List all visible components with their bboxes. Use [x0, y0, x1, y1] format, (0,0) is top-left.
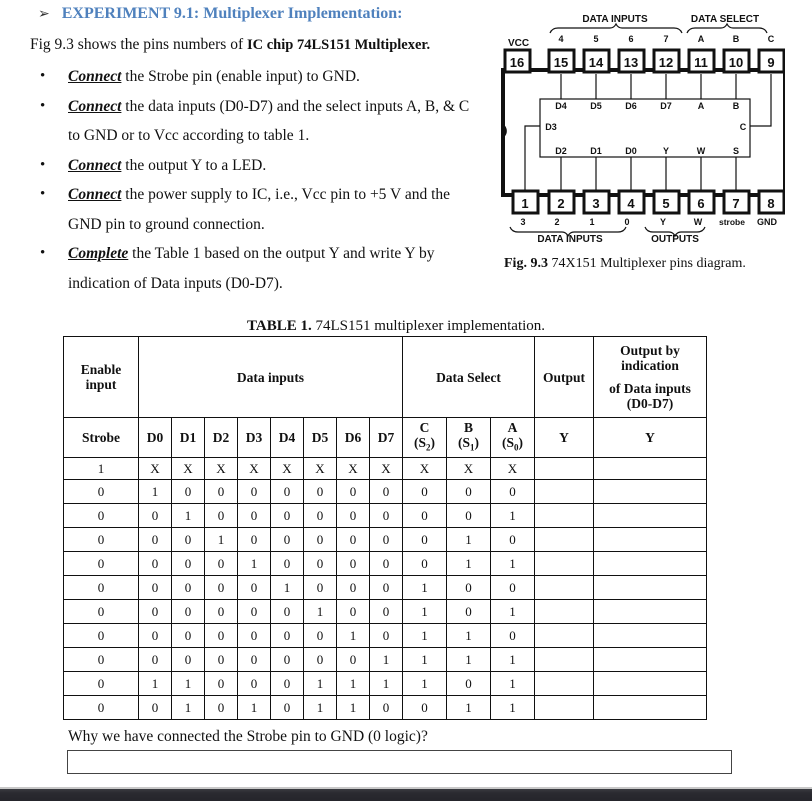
cell-select-c: 1	[403, 624, 447, 648]
ic-inner-label: D2	[555, 146, 567, 156]
header-indication-line1: Output by indication	[620, 343, 680, 373]
ic-bottom-group-data-inputs: DATA INPUTS	[537, 234, 603, 243]
ic-pin-number: 13	[623, 55, 639, 70]
instruction-verb: Connect	[68, 156, 122, 174]
select-name: C	[419, 419, 430, 435]
header-d3: D3	[238, 418, 271, 458]
ic-bottom-pin-label: 0	[624, 217, 630, 227]
cell-strobe: 0	[64, 480, 139, 504]
intro-ic-name: IC chip 74LS151 Multiplexer.	[247, 37, 431, 53]
table-row	[64, 600, 707, 624]
cell-strobe: 0	[64, 600, 139, 624]
cell-d7: 1	[370, 672, 403, 696]
cell-d1: 1	[172, 504, 205, 528]
ic-bottom-pin-label: 2	[554, 217, 560, 227]
ic-top-pin-label: 4	[558, 34, 564, 44]
cell-d6: 0	[337, 576, 370, 600]
cell-d4: X	[271, 458, 304, 480]
cell-output-y[interactable]	[535, 458, 594, 480]
ic-bottom-pin-label: 3	[520, 217, 526, 227]
header-output-indication	[594, 337, 707, 418]
ic-bottom-pin-label: Y	[659, 217, 667, 227]
cell-select-b: 1	[447, 648, 491, 672]
header-d5: D5	[304, 418, 337, 458]
cell-d2: 0	[205, 672, 238, 696]
cell-select-c: 0	[403, 552, 447, 576]
instruction-verb: Connect	[68, 97, 122, 115]
cell-d0: 0	[139, 600, 172, 624]
ic-pin-number: 12	[658, 55, 674, 70]
ic-top-pin-label: A	[697, 34, 705, 44]
intro-paragraph	[30, 36, 430, 54]
ic-bottom-pin-label: GND	[757, 217, 777, 227]
cell-d3: X	[238, 458, 271, 480]
table-caption	[247, 318, 545, 335]
ic-bottom-pin-label: 1	[589, 217, 595, 227]
header-output: Output	[535, 337, 594, 418]
cell-select-a: 0	[491, 480, 535, 504]
cell-indication-y[interactable]	[594, 528, 707, 552]
cell-select-c: 1	[403, 648, 447, 672]
cell-d7: 0	[370, 552, 403, 576]
table-caption-label: TABLE 1.	[247, 318, 312, 334]
cell-d1: 0	[172, 528, 205, 552]
ic-top-pin-label: C	[767, 34, 775, 44]
ic-pin-number: 2	[557, 196, 565, 211]
cell-select-b: 0	[447, 480, 491, 504]
cell-strobe: 0	[64, 576, 139, 600]
cell-d0: X	[139, 458, 172, 480]
cell-d0: 0	[139, 504, 172, 528]
cell-select-a: 0	[491, 624, 535, 648]
table-row	[64, 624, 707, 648]
cell-strobe: 0	[64, 672, 139, 696]
cell-strobe: 0	[64, 528, 139, 552]
ic-top-pin-label: 7	[663, 34, 669, 44]
cell-indication-y[interactable]	[594, 504, 707, 528]
cell-d1: 1	[172, 696, 205, 720]
cell-indication-y[interactable]	[594, 624, 707, 648]
ic-inner-label: D5	[590, 101, 602, 111]
cell-d2: 0	[205, 600, 238, 624]
ic-top-group-data-select: DATA SELECT	[690, 14, 760, 25]
header-indication-y: Y	[594, 418, 707, 458]
cell-output-y[interactable]	[535, 600, 594, 624]
table-row	[64, 480, 707, 504]
instruction-text: the output Y to a LED.	[121, 156, 267, 174]
cell-d4: 0	[271, 600, 304, 624]
header-select-b	[447, 418, 491, 458]
cell-d5: 0	[304, 480, 337, 504]
cell-output-y[interactable]	[535, 552, 594, 576]
header-select-a	[491, 418, 535, 458]
cell-output-y[interactable]	[535, 528, 594, 552]
instruction-item	[40, 151, 470, 181]
cell-d1: 1	[172, 672, 205, 696]
ic-pin-number: 1	[521, 196, 529, 211]
cell-d4: 0	[271, 552, 304, 576]
cell-select-c: 0	[403, 480, 447, 504]
cell-d2: 0	[205, 696, 238, 720]
select-name: B	[463, 419, 473, 435]
header-data-inputs: Data inputs	[139, 337, 403, 418]
cell-d7: 0	[370, 480, 403, 504]
cell-strobe: 0	[64, 552, 139, 576]
table-row	[64, 552, 707, 576]
header-d6: D6	[337, 418, 370, 458]
ic-inner-label: A	[697, 101, 705, 111]
cell-select-c: 1	[403, 600, 447, 624]
cell-d4: 0	[271, 504, 304, 528]
cell-d5: X	[304, 458, 337, 480]
ic-pin-number: 4	[627, 196, 635, 211]
cell-select-b: 1	[447, 528, 491, 552]
ic-pin-number: 6	[697, 196, 705, 211]
cell-d4: 0	[271, 672, 304, 696]
ic-bottom-pin-label: strobe	[719, 217, 745, 227]
cell-select-a: 0	[491, 528, 535, 552]
figure-caption-text: 74X151 Multiplexer pins diagram.	[547, 256, 746, 271]
ic-inner-label: D3	[545, 122, 557, 132]
select-name: A	[507, 419, 518, 435]
cell-d3: 0	[238, 624, 271, 648]
taskbar	[0, 787, 812, 801]
cell-d0: 0	[139, 528, 172, 552]
cell-d2: 0	[205, 648, 238, 672]
cell-select-b: 0	[447, 672, 491, 696]
cell-d1: 0	[172, 576, 205, 600]
cell-d5: 1	[304, 600, 337, 624]
cell-select-c: 0	[403, 696, 447, 720]
cell-output-y[interactable]	[535, 648, 594, 672]
cell-d3: 0	[238, 480, 271, 504]
ic-pin-number: 5	[662, 196, 670, 211]
header-d7: D7	[370, 418, 403, 458]
instruction-verb: Connect	[68, 186, 122, 203]
table-group-header-row	[64, 337, 707, 418]
cell-output-y[interactable]	[535, 504, 594, 528]
instruction-text: the Strobe pin (enable input) to GND.	[121, 68, 360, 85]
cell-d5: 0	[304, 504, 337, 528]
ic-top-group-data-inputs: DATA INPUTS	[582, 14, 648, 25]
cell-d0: 1	[139, 672, 172, 696]
cell-indication-y[interactable]	[594, 458, 707, 480]
cell-d4: 0	[271, 528, 304, 552]
ic-top-pin-label: B	[732, 34, 740, 44]
cell-d4: 0	[271, 624, 304, 648]
cell-select-c: 1	[403, 672, 447, 696]
cell-strobe: 0	[64, 504, 139, 528]
intro-text: Fig 9.3 shows the pins numbers of	[30, 36, 247, 53]
cell-select-b: 0	[447, 600, 491, 624]
cell-d1: 0	[172, 480, 205, 504]
table-body	[64, 458, 707, 720]
experiment-title: EXPERIMENT 9.1: Multiplexer Implementation:	[61, 5, 403, 22]
cell-d1: 0	[172, 552, 205, 576]
ic-bottom-pin-label: W	[693, 217, 703, 227]
cell-d7: 0	[370, 600, 403, 624]
header-d2: D2	[205, 418, 238, 458]
cell-d2: X	[205, 458, 238, 480]
cell-select-c: 1	[403, 576, 447, 600]
table-row	[64, 504, 707, 528]
table-row	[64, 672, 707, 696]
table-row	[64, 528, 707, 552]
instruction-text: the data inputs (D0-D7) and the select inputs A, B, & C to GND or to Vcc according to table 1.	[68, 97, 470, 144]
table-row	[64, 696, 707, 720]
cell-d6: 0	[337, 600, 370, 624]
cell-d7: X	[370, 458, 403, 480]
cell-d6: 0	[337, 504, 370, 528]
cell-d0: 0	[139, 552, 172, 576]
ic-pin-number: 7	[732, 196, 740, 211]
instruction-verb: Complete	[68, 245, 129, 262]
cell-d7: 0	[370, 696, 403, 720]
cell-d0: 0	[139, 576, 172, 600]
ic-inner-label: D4	[555, 101, 567, 111]
ic-vcc-label: VCC	[508, 38, 530, 49]
cell-d2: 1	[205, 528, 238, 552]
select-sub: $(S_2)$	[413, 434, 435, 453]
ic-pin-diagram	[495, 8, 785, 243]
ic-pin-number: 14	[588, 55, 604, 70]
header-output-y: Y	[535, 418, 594, 458]
table-caption-text: 74LS151 multiplexer implementation.	[311, 318, 546, 334]
cell-d1: 0	[172, 600, 205, 624]
cell-d6: 1	[337, 696, 370, 720]
cell-select-c: X	[403, 458, 447, 480]
cell-d3: 0	[238, 528, 271, 552]
cell-d7: 0	[370, 528, 403, 552]
cell-d3: 1	[238, 552, 271, 576]
cell-d6: 0	[337, 480, 370, 504]
cell-d6: 0	[337, 528, 370, 552]
ic-pin-number: 15	[553, 55, 569, 70]
cell-d6: X	[337, 458, 370, 480]
multiplexer-truth-table	[63, 336, 707, 720]
instruction-verb: Connect	[68, 68, 122, 85]
cell-d7: 0	[370, 624, 403, 648]
cell-d5: 0	[304, 576, 337, 600]
cell-indication-y[interactable]	[594, 480, 707, 504]
question-text: Why we have connected the Strobe pin to GND (0 logic)?	[68, 728, 428, 745]
cell-select-b: 0	[447, 504, 491, 528]
select-sub: $(S_0)$	[501, 434, 523, 453]
instruction-item	[40, 180, 470, 239]
cell-output-y[interactable]	[535, 576, 594, 600]
cell-d6: 1	[337, 624, 370, 648]
cell-d7: 0	[370, 504, 403, 528]
cell-d3: 0	[238, 648, 271, 672]
table-column-header-row	[64, 418, 707, 458]
figure-caption	[504, 256, 746, 272]
header-data-select: Data Select	[403, 337, 535, 418]
cell-select-a: 1	[491, 648, 535, 672]
ic-pin-number: 11	[694, 55, 708, 70]
instruction-text: the power supply to IC, i.e., Vcc pin to +5 V and the GND pin to ground connection.	[68, 186, 451, 233]
cell-d4: 0	[271, 696, 304, 720]
table-row	[64, 458, 707, 480]
ic-inner-label: W	[696, 146, 706, 156]
cell-strobe: 0	[64, 696, 139, 720]
table-row	[64, 648, 707, 672]
select-sub: $(S_1)$	[457, 434, 479, 453]
cell-indication-y[interactable]	[594, 600, 707, 624]
header-enable-input: Enable input	[64, 337, 139, 418]
ic-pin-number: 8	[767, 196, 775, 211]
header-d0: D0	[139, 418, 172, 458]
cell-strobe: 0	[64, 624, 139, 648]
cell-d7: 1	[370, 648, 403, 672]
cell-d5: 1	[304, 696, 337, 720]
cell-d2: 0	[205, 480, 238, 504]
cell-d2: 0	[205, 552, 238, 576]
cell-d0: 0	[139, 648, 172, 672]
cell-d3: 0	[238, 600, 271, 624]
ic-pin-number: 9	[767, 55, 775, 70]
header-select-c	[403, 418, 447, 458]
cell-d6: 1	[337, 672, 370, 696]
cell-select-b: 1	[447, 552, 491, 576]
cell-strobe: 0	[64, 648, 139, 672]
experiment-heading	[38, 5, 402, 23]
cell-d5: 1	[304, 672, 337, 696]
header-d4: D4	[271, 418, 304, 458]
cell-select-a: X	[491, 458, 535, 480]
cell-output-y[interactable]	[535, 672, 594, 696]
ic-pin-number: 16	[509, 55, 525, 70]
cell-d1: 0	[172, 624, 205, 648]
ic-top-pin-label: 5	[593, 34, 599, 44]
cell-indication-y[interactable]	[594, 696, 707, 720]
arrow-bullet-icon: ➢	[38, 7, 50, 22]
cell-d6: 0	[337, 552, 370, 576]
cell-select-b: 1	[447, 696, 491, 720]
ic-inner-label: D0	[625, 146, 637, 156]
cell-d0: 0	[139, 696, 172, 720]
cell-d3: 1	[238, 696, 271, 720]
ic-inner-label: B	[732, 101, 740, 111]
instruction-item	[40, 92, 470, 151]
ic-inner-label: D7	[660, 101, 672, 111]
cell-select-b: 0	[447, 576, 491, 600]
cell-d3: 0	[238, 576, 271, 600]
cell-d4: 0	[271, 648, 304, 672]
cell-d5: 0	[304, 528, 337, 552]
instruction-list	[40, 62, 470, 298]
cell-d7: 0	[370, 576, 403, 600]
cell-output-y[interactable]	[535, 624, 594, 648]
ic-pin-number: 10	[728, 55, 744, 70]
cell-output-y[interactable]	[535, 696, 594, 720]
header-d1: D1	[172, 418, 205, 458]
cell-d0: 1	[139, 480, 172, 504]
ic-inner-label: S	[732, 146, 740, 156]
cell-d1: X	[172, 458, 205, 480]
table-row	[64, 576, 707, 600]
cell-d3: 0	[238, 672, 271, 696]
header-indication-line2: of Data inputs (D0-D7)	[609, 381, 691, 411]
cell-d4: 0	[271, 480, 304, 504]
ic-inner-label: Y	[662, 146, 670, 156]
cell-select-c: 0	[403, 504, 447, 528]
cell-indication-y[interactable]	[594, 648, 707, 672]
cell-d5: 0	[304, 552, 337, 576]
cell-select-c: 0	[403, 528, 447, 552]
cell-d3: 0	[238, 504, 271, 528]
cell-d2: 0	[205, 624, 238, 648]
cell-d2: 0	[205, 576, 238, 600]
ic-inner-label: D6	[625, 101, 637, 111]
ic-inner-label: C	[739, 122, 747, 132]
figure-caption-label: Fig. 9.3	[504, 256, 548, 271]
cell-strobe: 1	[64, 458, 139, 480]
cell-d5: 0	[304, 648, 337, 672]
instruction-text: the Table 1 based on the output Y and write Y by indication of Data inputs (D0-D7).	[68, 245, 435, 292]
cell-indication-y[interactable]	[594, 552, 707, 576]
ic-inner-label: D1	[590, 146, 602, 156]
cell-select-a: 1	[491, 552, 535, 576]
cell-d6: 0	[337, 648, 370, 672]
cell-d0: 0	[139, 624, 172, 648]
cell-select-b: X	[447, 458, 491, 480]
cell-select-a: 1	[491, 600, 535, 624]
cell-d5: 0	[304, 624, 337, 648]
cell-indication-y[interactable]	[594, 672, 707, 696]
ic-top-pin-label: 6	[628, 34, 634, 44]
cell-select-a: 1	[491, 504, 535, 528]
cell-select-a: 1	[491, 672, 535, 696]
ic-bottom-group-outputs: OUTPUTS	[651, 234, 699, 243]
cell-d4: 1	[271, 576, 304, 600]
cell-select-b: 1	[447, 624, 491, 648]
header-strobe: Strobe	[64, 418, 139, 458]
instruction-item	[40, 239, 470, 298]
cell-select-a: 1	[491, 696, 535, 720]
cell-d1: 0	[172, 648, 205, 672]
instruction-item	[40, 62, 470, 92]
answer-input-box[interactable]	[67, 750, 732, 774]
ic-pin-number: 3	[592, 196, 600, 211]
cell-indication-y[interactable]	[594, 576, 707, 600]
cell-d2: 0	[205, 504, 238, 528]
cell-output-y[interactable]	[535, 480, 594, 504]
cell-select-a: 0	[491, 576, 535, 600]
